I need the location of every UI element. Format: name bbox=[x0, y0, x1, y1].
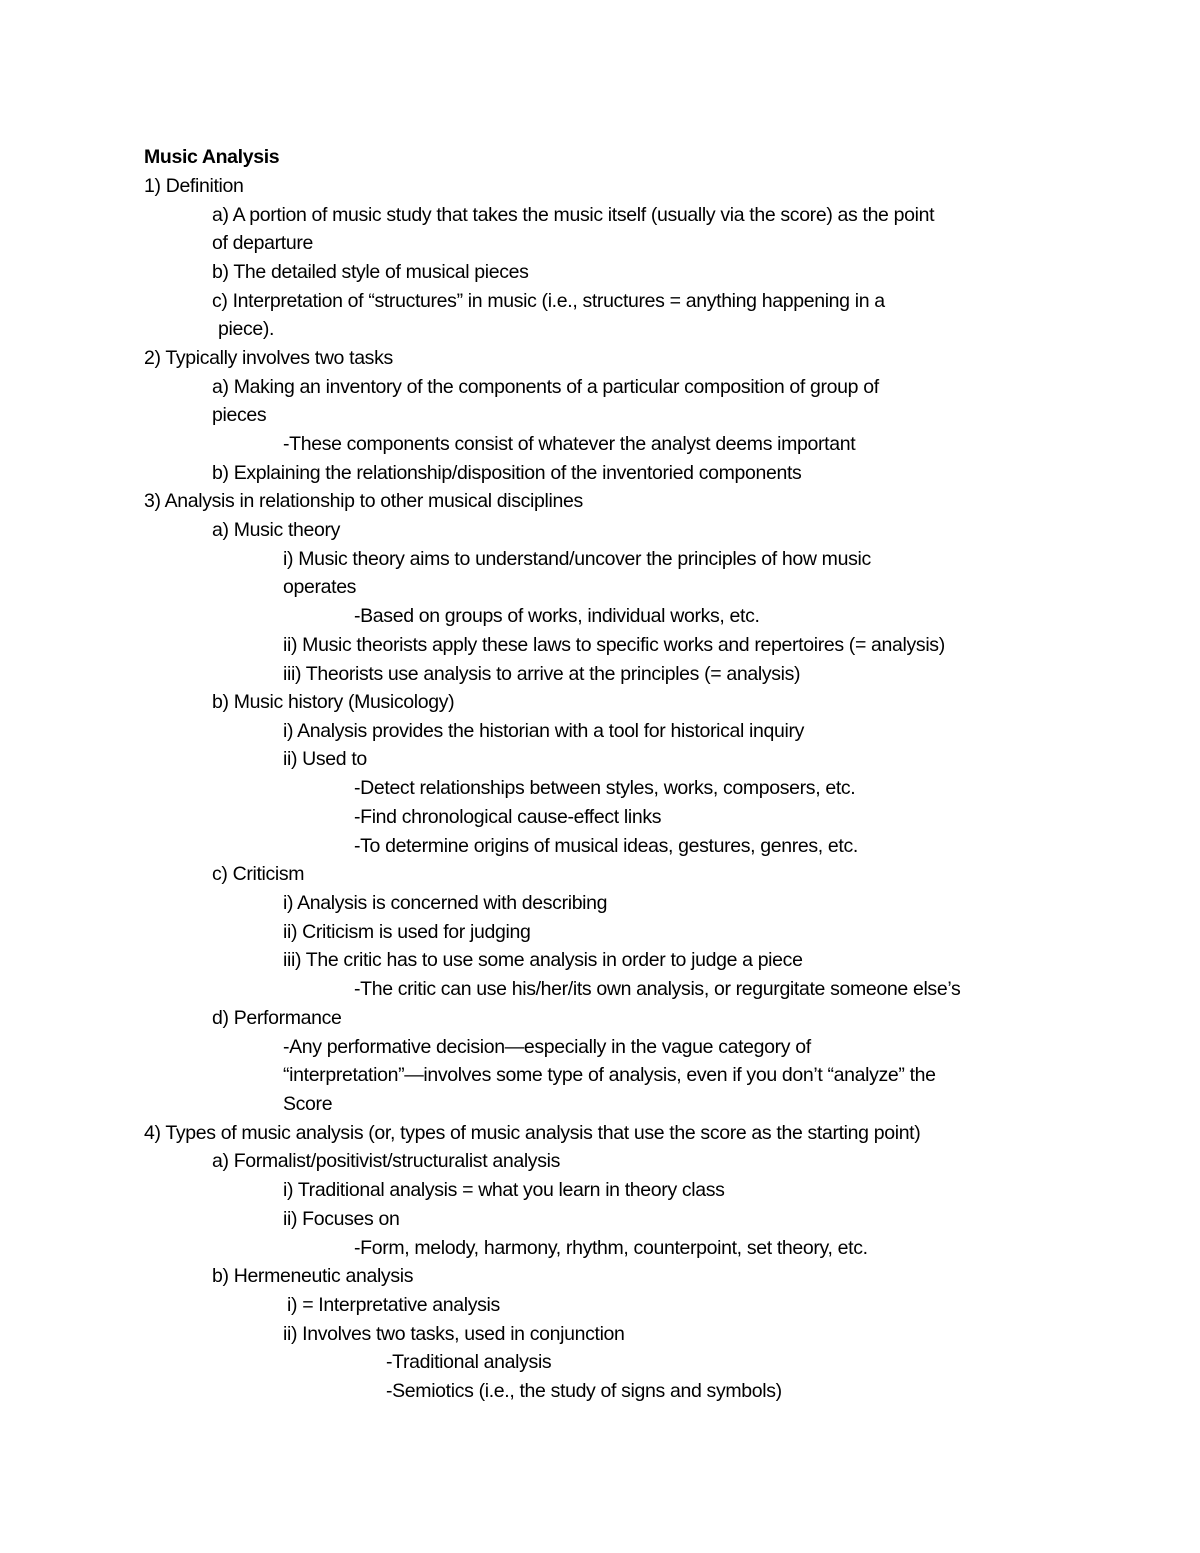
section-heading: 1) Definition bbox=[144, 175, 244, 197]
outline-note: -These components consist of whatever the analyst deems important bbox=[283, 433, 856, 455]
outline-subitem: ii) Music theorists apply these laws to specific works and repertoires (= analysis) bbox=[283, 634, 945, 656]
outline-item: c) Interpretation of “structures” in music (i.e., structures = anything happening in a bbox=[212, 290, 885, 312]
outline-note: -Find chronological cause-effect links bbox=[354, 806, 662, 828]
outline-item: a) A portion of music study that takes the music itself (usually via the score) as the point bbox=[212, 204, 935, 226]
section-heading: 3) Analysis in relationship to other musical disciplines bbox=[144, 490, 583, 512]
outline-item: a) Making an inventory of the components of a particular composition of group of bbox=[212, 376, 879, 398]
outline-item-continuation: piece). bbox=[218, 318, 275, 340]
outline-note: -Based on groups of works, individual works, etc. bbox=[354, 605, 760, 627]
outline-note: -Any performative decision—especially in the vague category of bbox=[283, 1036, 811, 1058]
document-title: Music Analysis bbox=[144, 146, 280, 168]
outline-subitem: ii) Criticism is used for judging bbox=[283, 921, 531, 943]
outline-note: -Form, melody, harmony, rhythm, counterpoint, set theory, etc. bbox=[354, 1237, 868, 1259]
outline-subitem: i) = Interpretative analysis bbox=[287, 1294, 500, 1316]
outline-item: c) Criticism bbox=[212, 863, 305, 885]
outline-note: -Traditional analysis bbox=[386, 1351, 552, 1373]
outline-note-continuation: “interpretation”—involves some type of analysis, even if you don’t “analyze” the bbox=[283, 1064, 936, 1086]
outline-item: b) Hermeneutic analysis bbox=[212, 1265, 414, 1287]
outline-subitem: ii) Focuses on bbox=[283, 1208, 400, 1230]
outline-note: -Detect relationships between styles, works, composers, etc. bbox=[354, 777, 856, 799]
outline-note: -Semiotics (i.e., the study of signs and symbols) bbox=[386, 1380, 782, 1402]
outline-subitem: i) Traditional analysis = what you learn in theory class bbox=[283, 1179, 725, 1201]
outline-note: -To determine origins of musical ideas, gestures, genres, etc. bbox=[354, 835, 858, 857]
outline-subitem-continuation: operates bbox=[283, 576, 357, 598]
outline-subitem: i) Analysis provides the historian with a tool for historical inquiry bbox=[283, 720, 805, 742]
outline-item-continuation: of departure bbox=[212, 232, 313, 254]
outline-item: b) The detailed style of musical pieces bbox=[212, 261, 529, 283]
outline-item: a) Formalist/positivist/structuralist analysis bbox=[212, 1150, 560, 1172]
outline-subitem: iii) Theorists use analysis to arrive at the principles (= analysis) bbox=[283, 663, 801, 685]
outline-item: b) Explaining the relationship/disposition of the inventoried components bbox=[212, 462, 802, 484]
outline-subitem: iii) The critic has to use some analysis in order to judge a piece bbox=[283, 949, 803, 971]
outline-note-continuation: Score bbox=[283, 1093, 333, 1115]
outline-subitem: ii) Involves two tasks, used in conjunction bbox=[283, 1323, 625, 1345]
outline-note: -The critic can use his/her/its own analysis, or regurgitate someone else’s bbox=[354, 978, 961, 1000]
outline-item-continuation: pieces bbox=[212, 404, 267, 426]
outline-item: b) Music history (Musicology) bbox=[212, 691, 455, 713]
outline-item: a) Music theory bbox=[212, 519, 341, 541]
outline-subitem: i) Analysis is concerned with describing bbox=[283, 892, 608, 914]
section-heading: 2) Typically involves two tasks bbox=[144, 347, 393, 369]
section-heading: 4) Types of music analysis (or, types of music analysis that use the score as the starting point) bbox=[144, 1122, 921, 1144]
outline-subitem: i) Music theory aims to understand/uncover the principles of how music bbox=[283, 548, 871, 570]
outline-item: d) Performance bbox=[212, 1007, 342, 1029]
outline-subitem: ii) Used to bbox=[283, 748, 367, 770]
